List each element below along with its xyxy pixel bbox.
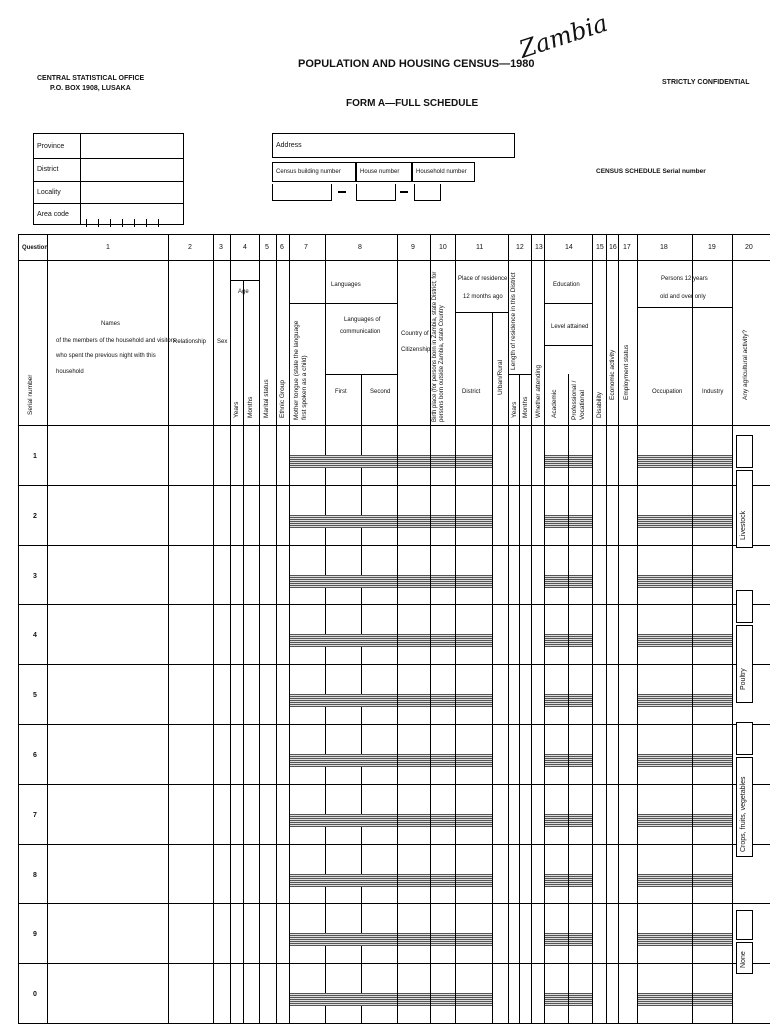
row-serial-number: 1 (33, 453, 37, 460)
serial-number-header: Serial number (27, 374, 34, 415)
form-name: FORM A—FULL SCHEDULE (346, 98, 479, 109)
age-years-header: Years (233, 401, 240, 418)
shaded-cell (456, 874, 492, 887)
shaded-cell (456, 814, 492, 827)
names-line2: who spent the previous night with this (56, 353, 156, 359)
house-number-label: House number (360, 169, 400, 175)
area-code-ticks[interactable] (86, 214, 170, 232)
shaded-cell (693, 933, 732, 946)
col-num-7: 7 (304, 244, 308, 251)
shaded-cell (693, 694, 732, 707)
first-language-header: First (335, 389, 347, 395)
persons12-line1: Persons 12 years (661, 276, 708, 282)
office-name: CENTRAL STATISTICAL OFFICE (37, 75, 145, 82)
attending-header: Whether attending (535, 364, 542, 418)
livestock-checkbox[interactable] (736, 435, 753, 468)
professional-header: Professional / Vocational (571, 380, 586, 420)
birthplace-header: Birth place (for persons born in Zambia, state District; for persons born outside Zambia, state Country (432, 271, 445, 422)
col-num-2: 2 (188, 244, 192, 251)
urban-rural-header: Urban/Rural (497, 359, 504, 395)
shaded-cell (545, 694, 568, 707)
row-serial-number: 3 (33, 573, 37, 580)
names-title: Names (101, 321, 121, 327)
col-num-18: 18 (660, 244, 668, 251)
poultry-label: Poultry (740, 668, 747, 690)
district-header: District (462, 389, 481, 395)
lang-comm-line1: Languages of (344, 317, 381, 323)
shaded-cell (456, 754, 492, 767)
shaded-cell (290, 575, 397, 588)
citizenship-line2: Citizenship (401, 347, 431, 353)
row-serial-number: 7 (33, 812, 37, 819)
none-checkbox[interactable] (736, 910, 753, 940)
shaded-cell (290, 993, 397, 1006)
shaded-cell (693, 515, 732, 528)
shaded-cell (431, 694, 455, 707)
row-divider (18, 604, 770, 605)
shaded-cell (638, 575, 692, 588)
shaded-cell (638, 874, 692, 887)
shaded-cell (569, 694, 592, 707)
shaded-cell (638, 455, 692, 468)
shaded-cell (545, 933, 568, 946)
col-num-3: 3 (219, 244, 223, 251)
occupation-header: Occupation (652, 389, 683, 395)
shaded-cell (693, 993, 732, 1006)
shaded-cell (398, 993, 430, 1006)
names-line3: household (56, 369, 84, 375)
col-num-10: 10 (439, 244, 447, 251)
shaded-cell (638, 993, 692, 1006)
livestock-label: Livestock (740, 510, 747, 540)
shaded-cell (290, 874, 397, 887)
col-num-14: 14 (565, 244, 573, 251)
crops-label: Crops, fruits, vegetables (740, 776, 747, 852)
shaded-cell (569, 993, 592, 1006)
shaded-cell (693, 814, 732, 827)
col-num-6: 6 (280, 244, 284, 251)
row-divider (18, 485, 770, 486)
shaded-cell (290, 634, 397, 647)
shaded-cell (398, 814, 430, 827)
shaded-cell (398, 694, 430, 707)
sex-header: Sex (217, 339, 228, 345)
household-number-label: Household number (416, 169, 467, 175)
row-serial-number: 5 (33, 692, 37, 699)
citizenship-line1: Country of (401, 331, 429, 337)
col-num-5: 5 (265, 244, 269, 251)
row-divider (18, 844, 770, 845)
shaded-cell (290, 455, 397, 468)
shaded-cell (398, 754, 430, 767)
shaded-cell (431, 455, 455, 468)
row-divider (18, 545, 770, 546)
education-header: Education (553, 282, 580, 288)
relationship-header: Relationship (173, 339, 207, 345)
age-months-header: Months (247, 396, 254, 418)
shaded-cell (693, 874, 732, 887)
province-label: Province (37, 143, 65, 150)
poultry-checkbox[interactable] (736, 590, 753, 623)
census-title: POPULATION AND HOUSING CENSUS—1980 (298, 58, 535, 70)
shaded-cell (569, 874, 592, 887)
shaded-cell (456, 515, 492, 528)
shaded-cell (456, 694, 492, 707)
address-label: Address (276, 142, 302, 149)
house-entry[interactable] (356, 184, 396, 201)
crops-checkbox[interactable] (736, 722, 753, 755)
lang-comm-line2: communication (340, 329, 381, 335)
industry-header: Industry (702, 389, 724, 395)
poultry-label-box (736, 625, 753, 703)
area-code-label: Area code (37, 211, 69, 218)
shaded-cell (431, 814, 455, 827)
shaded-cell (638, 754, 692, 767)
residence-line2: 12 months ago (463, 294, 503, 300)
row-divider (18, 903, 770, 904)
shaded-cell (431, 754, 455, 767)
length-residence-header: Length of residence in this District (510, 272, 517, 370)
age-header: Age (238, 289, 249, 295)
length-months-header: Months (522, 396, 529, 418)
agricultural-activity-header: Any agricultural activity? (742, 329, 749, 400)
shaded-cell (545, 455, 568, 468)
second-language-header: Second (370, 389, 391, 395)
household-entry[interactable] (414, 184, 441, 201)
building-number-label: Census building number (276, 169, 341, 175)
schedule-serial-label: CENSUS SCHEDULE Serial number (596, 168, 706, 175)
shaded-cell (545, 814, 568, 827)
col-num-16: 16 (609, 244, 617, 251)
shaded-cell (398, 933, 430, 946)
shaded-cell (456, 634, 492, 647)
col-num-12: 12 (516, 244, 524, 251)
shaded-cell (290, 814, 397, 827)
shaded-cell (431, 515, 455, 528)
row-serial-number: 4 (33, 632, 37, 639)
col-num-17: 17 (623, 244, 631, 251)
shaded-cell (693, 455, 732, 468)
shaded-cell (693, 575, 732, 588)
shaded-cell (456, 993, 492, 1006)
col-num-13: 13 (535, 244, 543, 251)
shaded-cell (638, 634, 692, 647)
shaded-cell (290, 694, 397, 707)
row-divider (18, 784, 770, 785)
shaded-cell (545, 993, 568, 1006)
col-num-20: 20 (745, 244, 753, 251)
shaded-cell (431, 874, 455, 887)
shaded-cell (545, 874, 568, 887)
shaded-cell (398, 455, 430, 468)
shaded-cell (638, 933, 692, 946)
names-line1: of the members of the household and visitors (56, 338, 176, 344)
question-label: Question (22, 245, 49, 251)
shaded-cell (569, 933, 592, 946)
shaded-cell (545, 515, 568, 528)
employment-status-header: Employment status (623, 344, 630, 400)
col-num-8: 8 (358, 244, 362, 251)
shaded-cell (545, 575, 568, 588)
shaded-cell (431, 933, 455, 946)
shaded-cell (693, 754, 732, 767)
residence-line1: Place of residence (458, 276, 508, 282)
shaded-cell (290, 754, 397, 767)
district-label: District (37, 166, 59, 173)
mother-tongue-header: Mother tongue (state the language first spoken as a child) (293, 320, 308, 420)
handwritten-annotation: Zambia (515, 8, 611, 64)
col-num-4: 4 (243, 244, 247, 251)
col-num-19: 19 (708, 244, 716, 251)
academic-header: Academic (551, 389, 558, 418)
col-num-9: 9 (411, 244, 415, 251)
languages-header: Languages (331, 282, 361, 288)
row-serial-number: 2 (33, 513, 37, 520)
row-serial-number: 8 (33, 872, 37, 879)
row-divider (18, 724, 770, 725)
shaded-cell (569, 515, 592, 528)
shaded-cell (431, 634, 455, 647)
col-num-11: 11 (476, 244, 484, 251)
persons12-line2: old and over only (660, 294, 706, 300)
shaded-cell (456, 933, 492, 946)
locality-label: Locality (37, 189, 61, 196)
shaded-cell (638, 814, 692, 827)
shaded-cell (398, 515, 430, 528)
shaded-cell (569, 575, 592, 588)
shaded-cell (456, 455, 492, 468)
shaded-cell (693, 634, 732, 647)
level-attained-header: Level attained (551, 324, 589, 330)
shaded-cell (569, 455, 592, 468)
shaded-cell (638, 694, 692, 707)
building-entry[interactable] (272, 184, 332, 201)
ethnic-group-header: Ethnic Group (279, 380, 286, 418)
shaded-cell (638, 515, 692, 528)
none-label: None (740, 951, 747, 968)
length-years-header: Years (511, 401, 518, 418)
shaded-cell (398, 575, 430, 588)
disability-header: Disability (596, 391, 603, 418)
shaded-cell (545, 634, 568, 647)
row-serial-number: 6 (33, 752, 37, 759)
confidential-label: STRICTLY CONFIDENTIAL (662, 79, 750, 86)
address-box (272, 133, 515, 158)
row-serial-number: 0 (33, 991, 37, 998)
row-divider (18, 963, 770, 964)
col-num-1: 1 (106, 244, 110, 251)
shaded-cell (290, 933, 397, 946)
office-address: P.O. BOX 1908, LUSAKA (50, 85, 131, 92)
shaded-cell (569, 754, 592, 767)
shaded-cell (398, 634, 430, 647)
shaded-cell (545, 754, 568, 767)
shaded-cell (431, 993, 455, 1006)
shaded-cell (398, 874, 430, 887)
row-divider (18, 664, 770, 665)
shaded-cell (290, 515, 397, 528)
marital-status-header: Marital status (263, 379, 270, 418)
col-num-15: 15 (596, 244, 604, 251)
shaded-cell (569, 814, 592, 827)
economic-activity-header: Economic activity (609, 349, 616, 400)
shaded-cell (569, 634, 592, 647)
shaded-cell (456, 575, 492, 588)
shaded-cell (431, 575, 455, 588)
row-serial-number: 9 (33, 931, 37, 938)
